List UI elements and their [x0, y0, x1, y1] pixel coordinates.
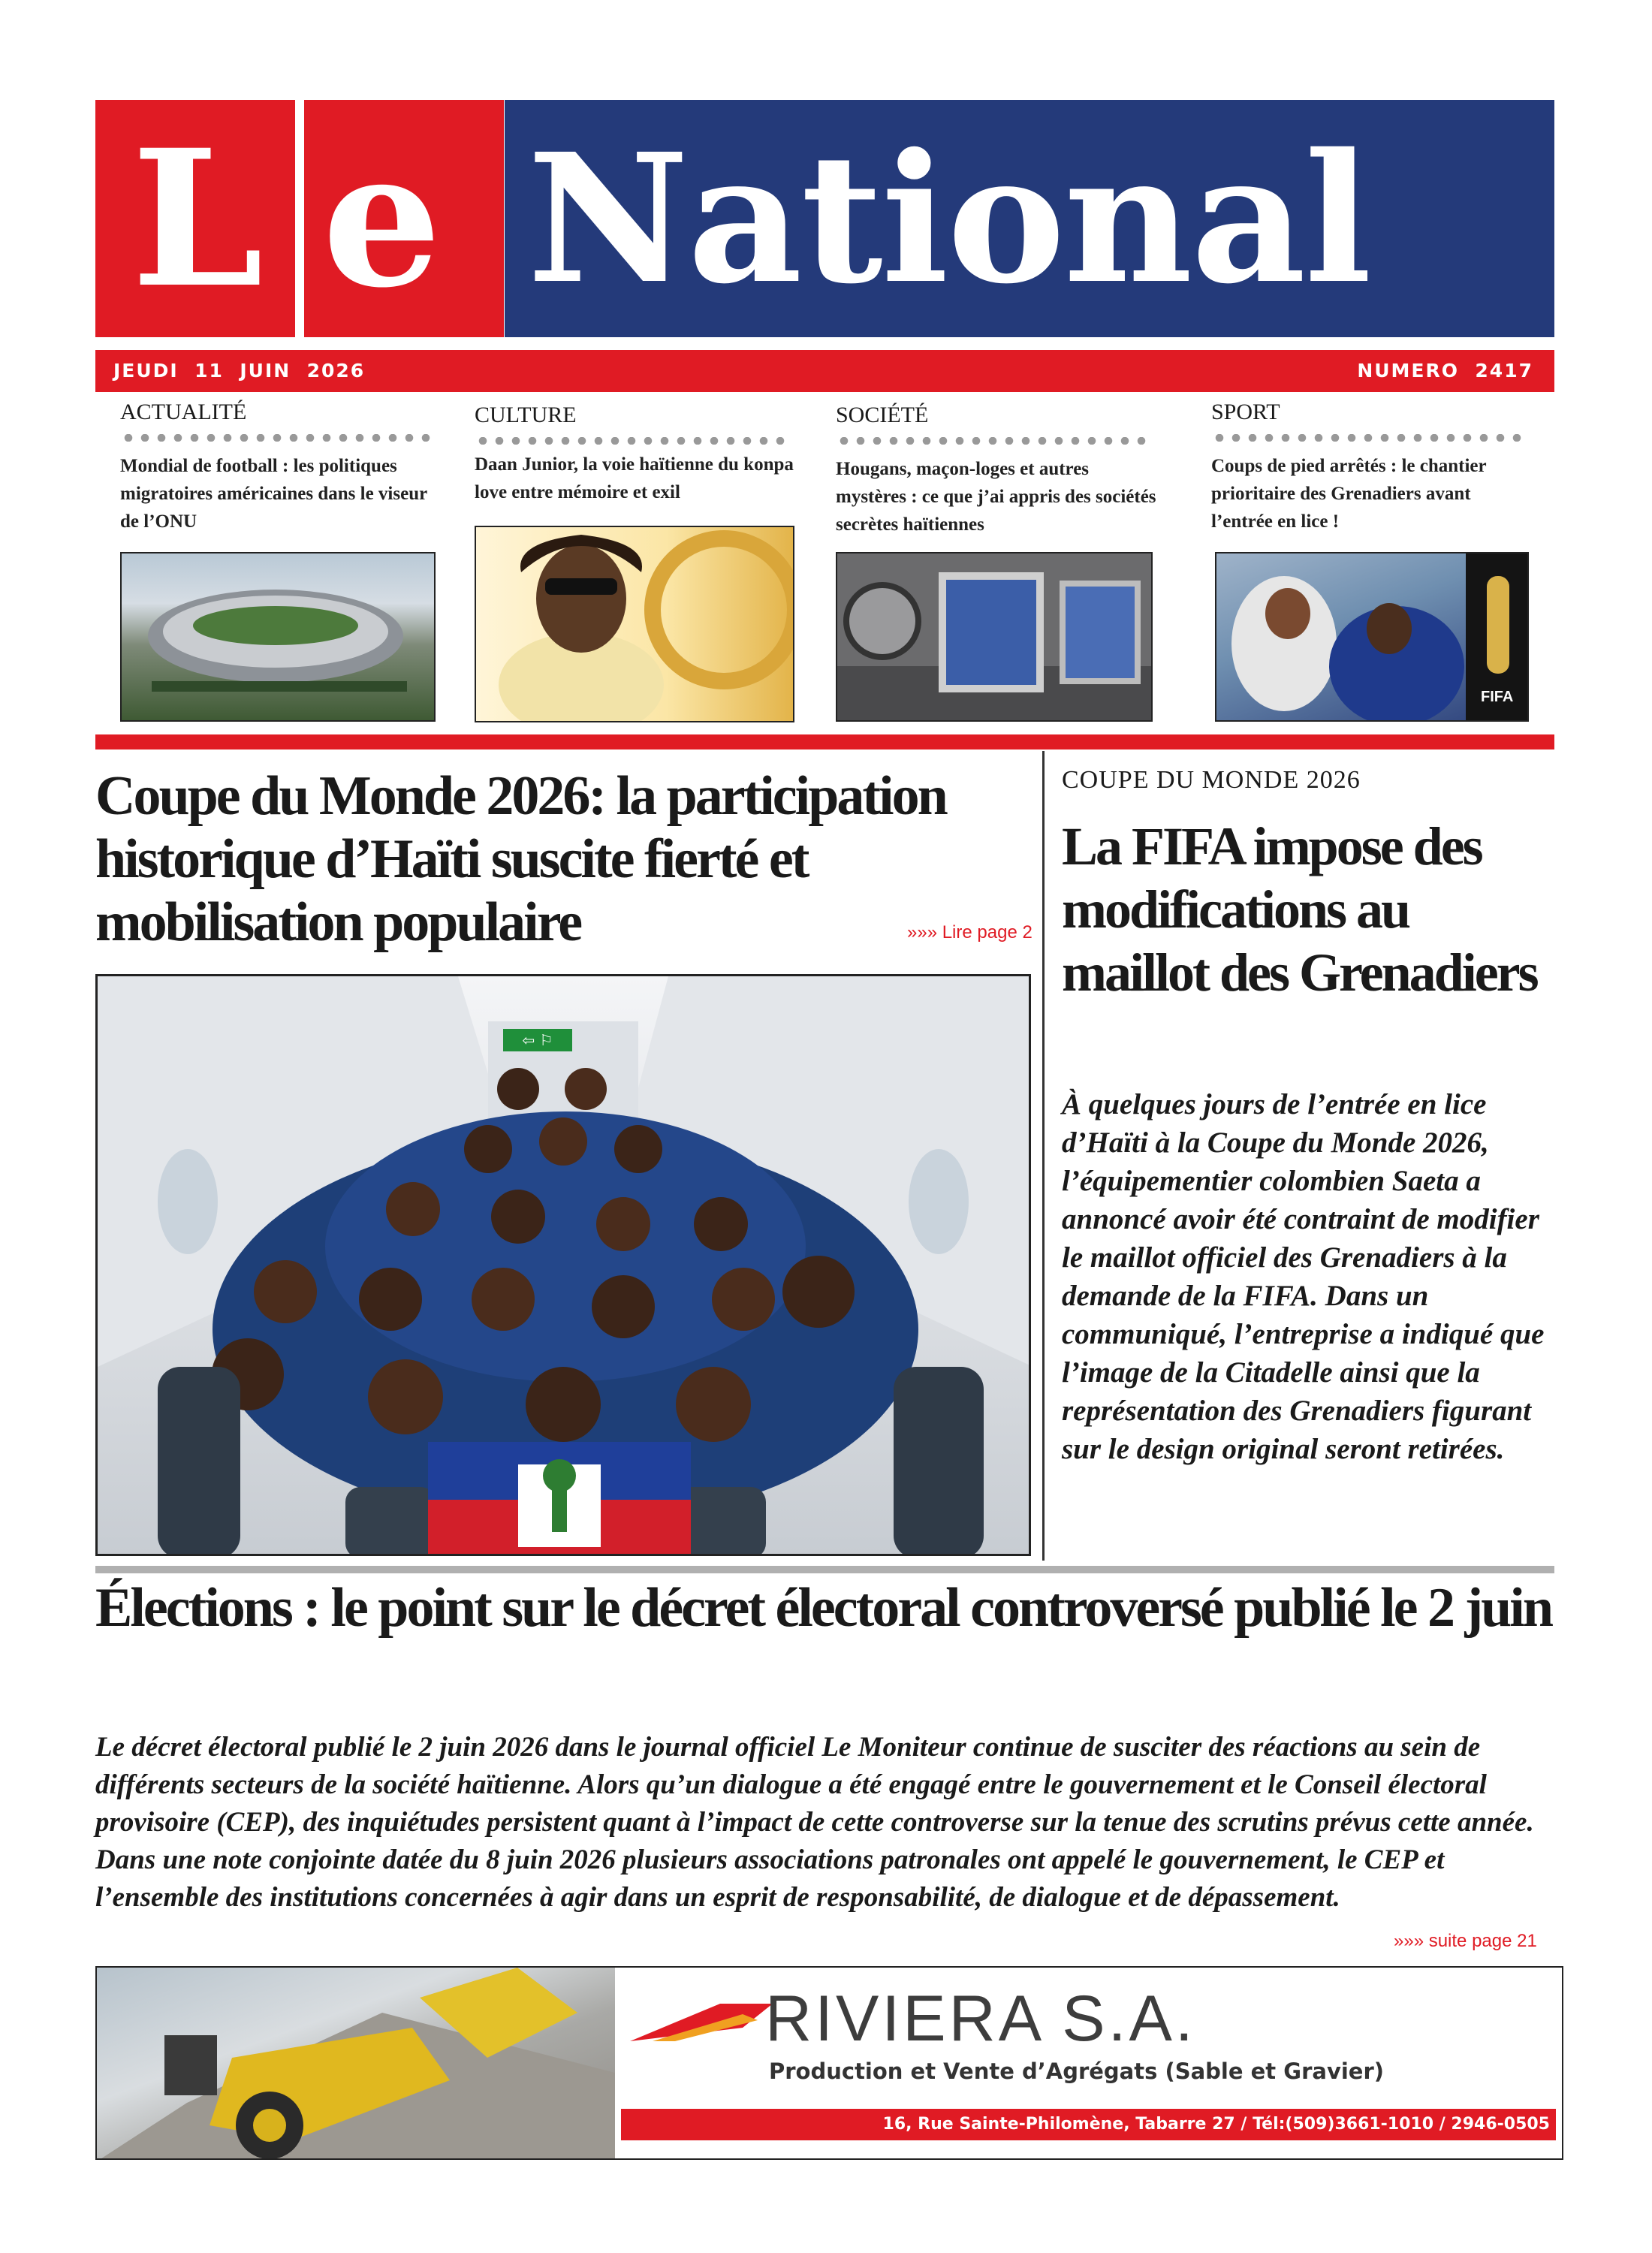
- exit-sign: ⇦ ⚐: [503, 1029, 572, 1051]
- masthead-letter-l: L: [131, 108, 265, 329]
- riviera-advertisement[interactable]: [95, 1966, 1563, 2160]
- stadium-photo: [120, 552, 436, 722]
- column-divider: [1042, 751, 1045, 1561]
- fifa-logo: FIFA: [1481, 689, 1514, 705]
- temple-interior-photo: [836, 552, 1153, 722]
- masthead-divider: [295, 100, 304, 337]
- trophy-icon: [1487, 576, 1509, 674]
- ad-address-band: [621, 2109, 1556, 2140]
- dotted-rule: [1211, 434, 1527, 442]
- side-body: À quelques jours de l’entrée en lice d’Haïti à la Coupe du Monde 2026, l’équipementier colombien Saeta a annoncé avoir été contraint de modifier le maillot officiel des Grenadiers à la demande de la FIFA. Dans un communiqué, l’entreprise a indiqué que l’image de la Citadelle ainsi que la représentation des Grenadiers figurant sur le design original seront retirées.: [1062, 1088, 1545, 1465]
- rubric-culture[interactable]: [475, 403, 797, 506]
- football-match-photo: [1215, 552, 1529, 722]
- section-divider-red: [95, 734, 1554, 749]
- masthead-le-block: [95, 100, 504, 337]
- loader-photo: [97, 1968, 615, 2160]
- dotted-rule: [475, 437, 790, 445]
- rubric-sport[interactable]: [1211, 400, 1534, 535]
- dotted-rule: [836, 437, 1151, 445]
- rubric-teaser: Daan Junior, la voie haïtienne du konpa love entre mémoire et exil: [475, 454, 794, 502]
- elections-read-more-link[interactable]: »»» suite page 21: [1394, 1931, 1537, 1951]
- side-headline[interactable]: La FIFA impose des modifications au maillot des Grenadiers: [1062, 816, 1537, 1003]
- rubric-category: SPORT: [1211, 400, 1280, 424]
- rubric-actualite[interactable]: [120, 400, 443, 535]
- side-kicker: COUPE DU MONDE 2026: [1062, 766, 1361, 794]
- rubric-teaser: Coups de pied arrêtés : le chantier prioritaire des Grenadiers avant l’entrée en lice !: [1211, 456, 1487, 532]
- rubric-societe[interactable]: [836, 403, 1159, 538]
- riviera-logo-icon: [630, 1998, 773, 2043]
- date-band: [95, 350, 1554, 392]
- lead-read-more-link[interactable]: »»» Lire page 2: [907, 922, 1032, 943]
- masthead-title: National: [527, 114, 1370, 323]
- rubric-teaser: Hougans, maçon-loges et autres mystères : ce que j’ai appris des sociétés secrètes haïtiennes: [836, 459, 1156, 535]
- dotted-rule: [120, 434, 436, 442]
- rubric-category: ACTUALITÉ: [120, 400, 247, 424]
- artist-portrait-photo: [475, 526, 794, 722]
- elections-body: Le décret électoral publié le 2 juin 2026 dans le journal officiel Le Moniteur continue de susciter des réactions au sein de différents secteurs de la société haïtienne. Alors qu’un dialogue a été engagé entre le gouvernement et le Conseil électoral provisoire (CEP), des inquiétudes persistent quant à l’impact de cette controverse sur la tenue des scrutins prévus cette année. Dans une note conjointe datée du 8 juin 2026 plusieurs associations patronales ont appelé le gouvernement, le CEP et l’ensemble des institutions concernées à agir dans un esprit de responsabilité, de dialogue et de dépassement.: [95, 1732, 1534, 1913]
- masthead-national-block: [505, 100, 1554, 337]
- rubric-teaser: Mondial de football : les politiques migratoires américaines dans le viseur de l’ONU: [120, 456, 427, 532]
- issue-date: JEUDI 11 JUIN 2026: [113, 360, 366, 382]
- section-divider-gray: [95, 1566, 1554, 1573]
- team-airplane-photo: [95, 974, 1031, 1556]
- rubric-category: CULTURE: [475, 403, 577, 427]
- ad-text-panel: [615, 1968, 1563, 2160]
- ad-tagline: Production et Vente d’Agrégats (Sable et Gravier): [769, 2058, 1385, 2084]
- rubric-category: SOCIÉTÉ: [836, 403, 929, 427]
- issue-number: NUMERO 2417: [1357, 360, 1533, 382]
- masthead-letter-e: e: [322, 108, 444, 329]
- ad-address: 16, Rue Sainte-Philomène, Tabarre 27 / Tél:(509)3661-1010 / 2946-0505: [882, 2115, 1550, 2134]
- elections-headline[interactable]: Élections : le point sur le décret électoral controversé publié le 2 juin: [95, 1577, 1551, 1639]
- ad-company-name: RIVIERA S.A.: [765, 1983, 1196, 2055]
- lead-headline[interactable]: Coupe du Monde 2026: la participation historique d’Haïti suscite fierté et mobilisation populaire: [95, 765, 946, 953]
